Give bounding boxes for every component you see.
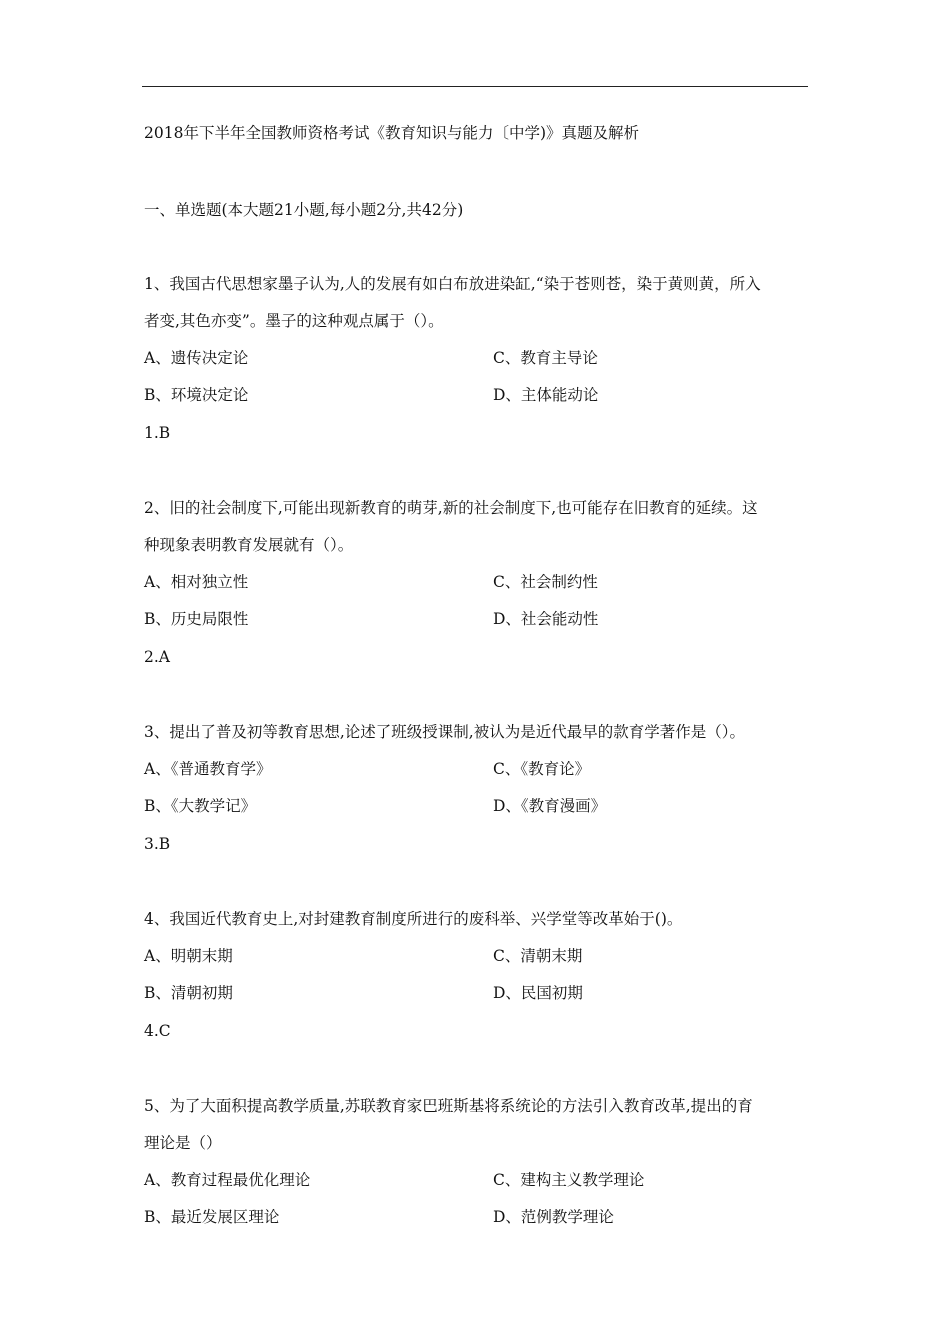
option-c: C、社会制约性 (493, 573, 598, 591)
option-c: C、教育主导论 (493, 349, 598, 367)
question-text-line: 者变,其色亦变”。墨子的这种观点属于（）。 (144, 312, 444, 330)
option-a: A、遗传决定论 (144, 349, 249, 367)
question-text-line: 5、为了大面积提高教学质量,苏联教育家巴班斯基将系统论的方法引入教育改革,提出的育 (144, 1097, 753, 1115)
answer: 1.B (144, 424, 171, 442)
option-d: D、社会能动性 (493, 610, 599, 628)
section-heading: 一、单选题(本大题21小题,每小题2分,共42分) (144, 201, 464, 219)
option-c: C、清朝末期 (493, 947, 583, 965)
header-rule (142, 86, 808, 87)
option-a: A、明朝末期 (144, 947, 233, 965)
answer: 2.A (144, 648, 170, 666)
question-text-line: 1、我国古代思想家墨子认为,人的发展有如白布放进染缸,“染于苍则苍，染于黄则黄，所入 (144, 275, 761, 293)
question-text-line: 2、旧的社会制度下,可能出现新教育的萌芽,新的社会制度下,也可能存在旧教育的延续。这 (144, 499, 758, 517)
option-a: A、《普通教育学》 (144, 760, 272, 778)
question-text-line: 3、提出了普及初等教育思想,论述了班级授课制,被认为是近代最早的款育学著作是（）。 (144, 723, 745, 741)
option-b: B、清朝初期 (144, 984, 233, 1002)
answer: 4.C (144, 1022, 171, 1040)
option-c: C、建构主义教学理论 (493, 1171, 645, 1189)
option-a: A、相对独立性 (144, 573, 249, 591)
option-d: D、主体能动论 (493, 386, 599, 404)
answer: 3.B (144, 835, 171, 853)
option-c: C、《教育论》 (493, 760, 591, 778)
option-d: D、范例教学理论 (493, 1208, 614, 1226)
option-a: A、教育过程最优化理论 (144, 1171, 311, 1189)
question-text-line: 种现象表明教育发展就有（）。 (144, 536, 354, 554)
document-title: 2018年下半年全国教师资格考试《教育知识与能力〔中学)》真题及解析 (144, 124, 639, 142)
question-text-line: 4、我国近代教育史上,对封建教育制度所进行的废科举、兴学堂等改革始于()。 (144, 910, 683, 928)
option-b: B、《大教学记》 (144, 797, 257, 815)
question-text-line: 理论是（） (144, 1134, 222, 1152)
option-b: B、历史局限性 (144, 610, 249, 628)
option-b: B、最近发展区理论 (144, 1208, 280, 1226)
option-d: D、民国初期 (493, 984, 583, 1002)
option-b: B、环境决定论 (144, 386, 249, 404)
option-d: D、《教育漫画》 (493, 797, 607, 815)
